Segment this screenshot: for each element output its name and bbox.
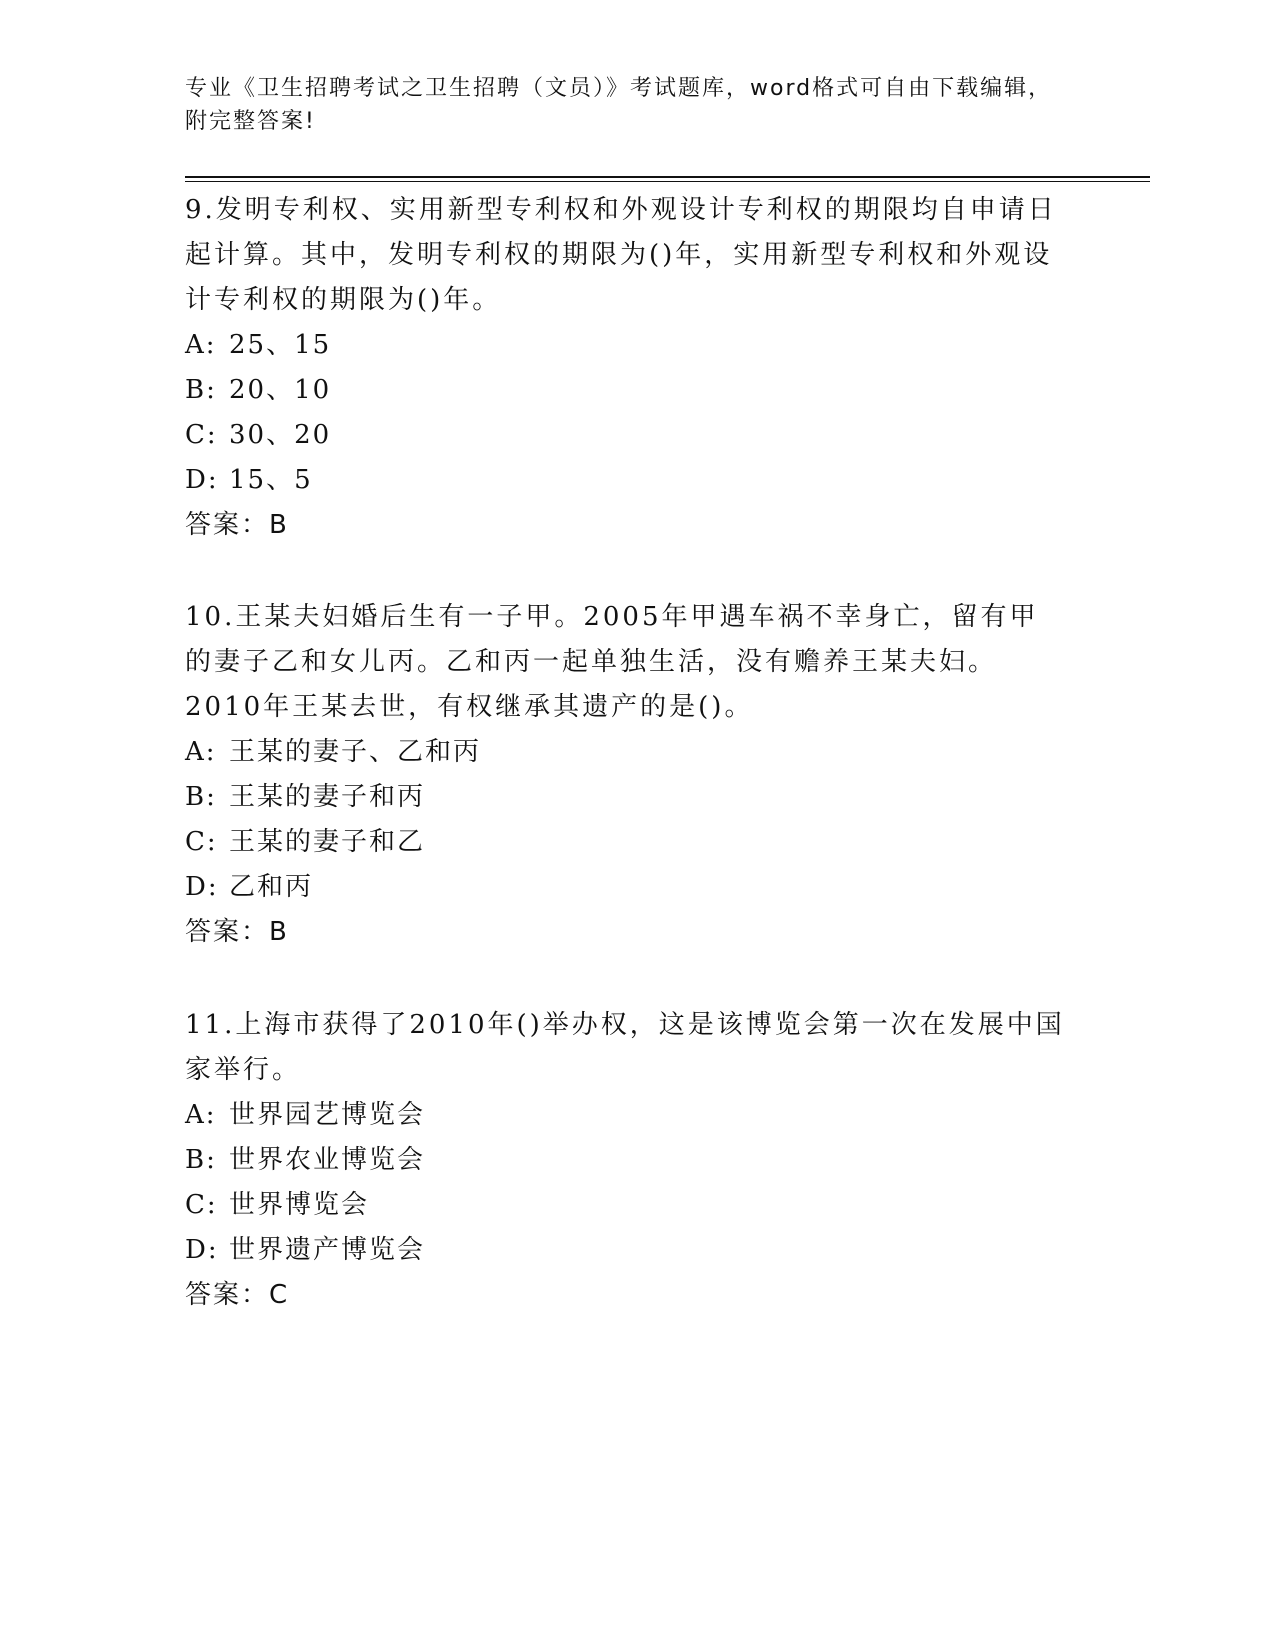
question-10	[185, 595, 1065, 955]
question-text: 9.发明专利权、实用新型专利权和外观设计专利权的期限均自申请日起计算。其中，发明专利权的期限为()年，实用新型专利权和外观设计专利权的期限为()年。	[185, 195, 1057, 315]
option-c	[185, 413, 1065, 458]
option-label: B:	[185, 375, 217, 405]
document-header: 专业《卫生招聘考试之卫生招聘（文员）》考试题库，word格式可自由下载编辑，附完整答案!	[185, 76, 1053, 134]
header-divider-thin	[185, 181, 1150, 182]
option-text: 25、15	[229, 330, 332, 360]
option-label: A:	[185, 1100, 217, 1130]
option-d	[185, 458, 1065, 503]
option-label: C:	[185, 827, 218, 857]
option-text: 世界博览会	[229, 1190, 370, 1220]
option-label: D:	[185, 872, 219, 902]
option-text: 15、5	[229, 465, 313, 495]
option-text: 世界农业博览会	[229, 1145, 426, 1175]
question-11	[185, 1003, 1065, 1318]
option-label: B:	[185, 1145, 217, 1175]
option-text: 20、10	[229, 375, 332, 405]
option-b	[185, 775, 1065, 820]
option-label: A:	[185, 330, 217, 360]
header-divider-thick	[185, 176, 1150, 178]
option-text: 世界遗产博览会	[229, 1235, 426, 1265]
answer-line: 答案：B	[185, 917, 289, 947]
option-c	[185, 820, 1065, 865]
option-label: C:	[185, 420, 218, 450]
option-text: 30、20	[229, 420, 332, 450]
option-d	[185, 1228, 1065, 1273]
option-label: A:	[185, 737, 217, 767]
option-c	[185, 1183, 1065, 1228]
question-text: 10.王某夫妇婚后生有一子甲。2005年甲遇车祸不幸身亡，留有甲的妻子乙和女儿丙。乙和丙一起单独生活，没有赡养王某夫妇。2010年王某去世，有权继承其遗产的是()。	[185, 602, 1039, 722]
option-label: B:	[185, 782, 217, 812]
option-label: D:	[185, 465, 219, 495]
option-label: D:	[185, 1235, 219, 1265]
option-b	[185, 1138, 1065, 1183]
option-text: 王某的妻子、乙和丙	[229, 737, 482, 767]
option-b	[185, 368, 1065, 413]
answer-line: 答案：C	[185, 1280, 290, 1310]
option-text: 乙和丙	[229, 872, 314, 902]
option-text: 世界园艺博览会	[229, 1100, 426, 1130]
option-a	[185, 1093, 1065, 1138]
question-9	[185, 188, 1065, 548]
option-text: 王某的妻子和乙	[229, 827, 426, 857]
answer-line: 答案：B	[185, 510, 289, 540]
option-text: 王某的妻子和丙	[229, 782, 426, 812]
option-label: C:	[185, 1190, 218, 1220]
option-a	[185, 323, 1065, 368]
option-d	[185, 865, 1065, 910]
question-text: 11.上海市获得了2010年()举办权，这是该博览会第一次在发展中国家举行。	[185, 1010, 1065, 1085]
option-a	[185, 730, 1065, 775]
